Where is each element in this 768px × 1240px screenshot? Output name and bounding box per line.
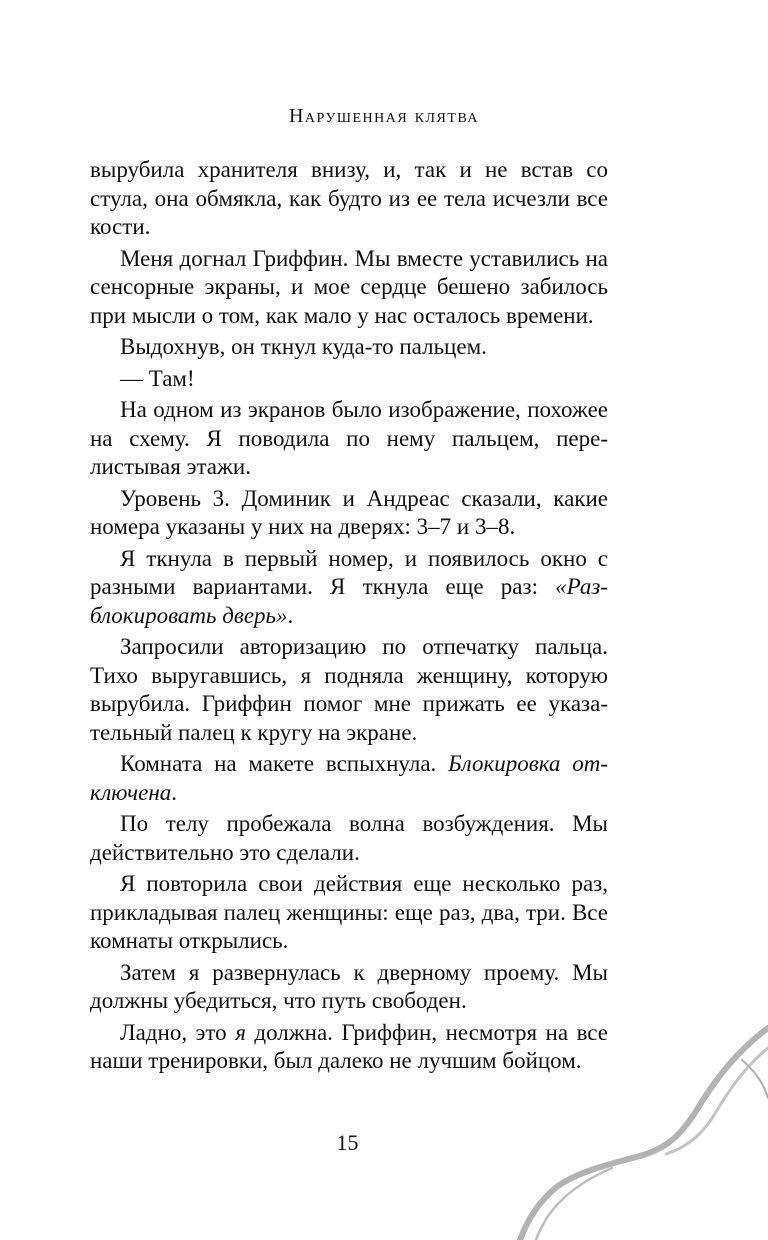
paragraph-text: Ладно, это <box>120 1019 236 1045</box>
paragraph-dialogue: — Там! <box>120 365 195 391</box>
italic-emphasis: я <box>235 1019 246 1045</box>
page-number: 15 <box>336 1130 359 1155</box>
paragraph: Запросили авторизацию по отпечатку пальца. Тихо выругавшись, я подняла женщину, которую вырубила. Гриффин помог мне прижать ее указательный палец к кругу на экране. <box>90 634 608 745</box>
italic-emphasis: «Разблокировать дверь» <box>90 574 608 628</box>
running-head: Нарушенная клятва <box>288 105 480 127</box>
paragraph: Уровень 3. Доминик и Андреас сказали, какие номера указаны у них на дверях: 3–7 и 3–8. <box>90 485 608 539</box>
paragraph-text: . <box>287 602 294 628</box>
paragraph: На одном из экранов было изображение, похожее на схему. Я поводила по нему пальцем, перелистывая этажи. <box>90 397 608 479</box>
swirl-stroke-lower <box>536 1168 612 1240</box>
paragraph: Выдохнув, он ткнул куда-то пальцем. <box>120 334 487 359</box>
italic-emphasis: Блокировка отключена <box>90 751 608 805</box>
paragraph-text: Комната на макете вспыхнула. <box>120 751 449 776</box>
paragraph: По телу пробежала волна возбуждения. Мы действительно это сделали. <box>90 811 608 865</box>
paragraph-continuation: вырубила хранителя внизу, и, так и не встав со стула, она обмякла, как будто из ее тела исчезли все кости. <box>90 157 608 239</box>
paragraph-text: должна. Гриффин, несмотря на все наши тренировки, был далеко не лучшим бойцом. <box>90 1019 608 1073</box>
paragraph <box>90 750 608 807</box>
body-text <box>90 156 608 1076</box>
paragraph-text: . <box>171 779 178 805</box>
swirl-stroke-tail <box>742 1060 768 1098</box>
paragraph: Я повторила свои действия еще несколько раз, прикладывая палец женщины: еще раз, два, три. Все комнаты открылись. <box>90 871 608 953</box>
paragraph: Затем я развернулась к дверному проему. Мы должны убедиться, что путь свободен. <box>90 959 608 1013</box>
paragraph: Меня догнал Гриффин. Мы вместе уставились на сенсорные экраны, и мое сердце бешено забилось при мысли о том, как мало у нас осталось времени. <box>90 245 608 328</box>
paragraph <box>90 1019 608 1076</box>
paragraph-text: Я ткнула в первый номер, и появилось окно с разными вариантами. Я ткнула еще раз: <box>90 545 608 599</box>
paragraph <box>90 545 608 631</box>
